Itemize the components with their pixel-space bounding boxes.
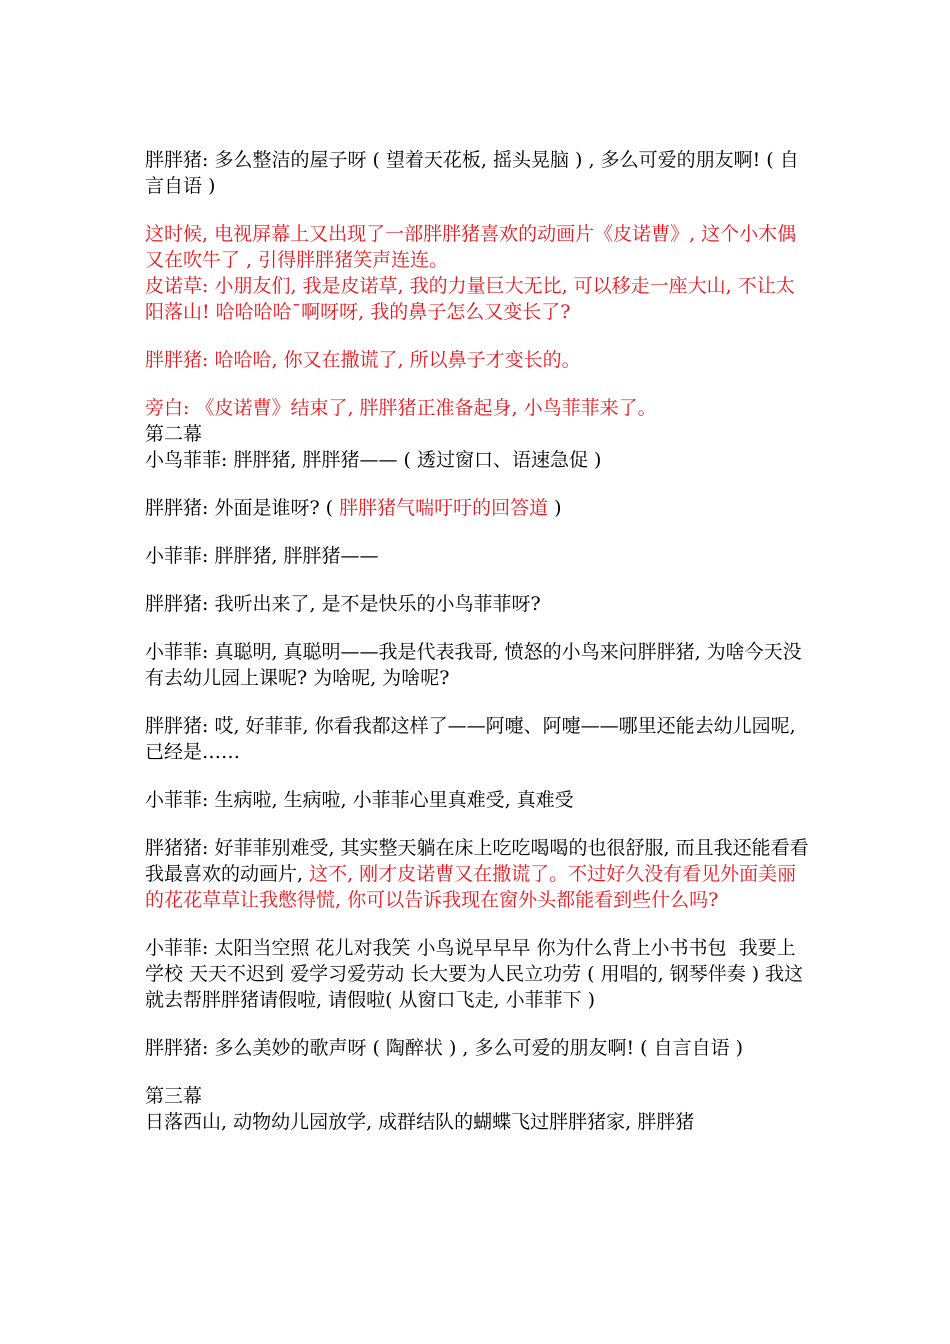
paragraph	[145, 713, 810, 765]
text-segment: 小菲菲: 太阳当空照 花儿对我笑 小鸟说早早早 你为什么背上小书书包 我要上学校 天天不迟到 爱学习爱劳动 长大要为人民立功劳 ( 用唱的, 钢琴伴奏 ) 我这就去帮胖胖猪请假啦, 请假啦( 从窗口飞走, 小菲菲下 )	[145, 937, 804, 1011]
paragraph	[145, 273, 810, 325]
paragraph	[145, 347, 810, 373]
text-segment: 小菲菲: 胖胖猪, 胖胖猪——	[145, 545, 379, 567]
paragraph	[145, 639, 810, 691]
paragraph	[145, 221, 810, 273]
paragraph	[145, 543, 810, 569]
red-text-segment: 胖胖猪: 哈哈哈, 你又在撒谎了, 所以鼻子才变长的。	[145, 349, 581, 371]
text-segment: )	[548, 497, 562, 519]
text-segment: 小菲菲: 真聪明, 真聪明——我是代表我哥, 愤怒的小鸟来问胖胖猪, 为啥今天没有去幼儿园上课呢? 为啥呢, 为啥呢?	[145, 641, 802, 689]
paragraph	[145, 591, 810, 617]
text-segment: 第二幕	[145, 423, 203, 445]
document-page	[145, 147, 810, 1135]
text-segment: 小鸟菲菲: 胖胖猪, 胖胖猪—— ( 透过窗口、语速急促 )	[145, 449, 602, 471]
text-segment: 胖猪猪: 好菲菲别难受, 其实整天躺在床上吃吃喝喝的也很舒服, 而且我还能看看我最喜欢的动画片,	[145, 837, 809, 885]
paragraph	[145, 495, 810, 521]
paragraph	[145, 447, 810, 473]
red-text-segment: 这不, 刚才皮诺曹又在撒谎了。不过好久没有看见外面美丽的花花草草让我憋得慌, 你可以告诉我现在窗外头都能看到些什么吗?	[145, 863, 797, 911]
text-segment: 小菲菲: 生病啦, 生病啦, 小菲菲心里真难受, 真难受	[145, 789, 574, 811]
paragraph	[145, 1035, 810, 1061]
paragraph	[145, 1083, 810, 1109]
red-text-segment: 胖胖猪气喘吁吁的回答道	[339, 497, 549, 519]
text-segment: 日落西山, 动物幼儿园放学, 成群结队的蝴蝶飞过胖胖猪家, 胖胖猪	[145, 1111, 695, 1133]
text-segment: 胖胖猪: 多么美妙的歌声呀 ( 陶醉状 ) , 多么可爱的朋友啊! ( 自言自语 )	[145, 1037, 744, 1059]
text-segment: 胖胖猪: 哎, 好菲菲, 你看我都这样了——阿嚏、阿嚏——哪里还能去幼儿园呢, 已经是……	[145, 715, 802, 763]
text-segment: 胖胖猪: 外面是谁呀? (	[145, 497, 340, 519]
red-text-segment: 旁白: 《皮诺曹》结束了, 胖胖猪正准备起身, 小鸟菲菲来了。	[145, 397, 657, 419]
paragraph	[145, 1109, 810, 1135]
text-segment: 第三幕	[145, 1085, 203, 1107]
red-text-segment: 皮诺草: 小朋友们, 我是皮诺草, 我的力量巨大无比, 可以移走一座大山, 不让太阳落山! 哈哈哈哈¯啊呀呀, 我的鼻子怎么又变长了?	[145, 275, 795, 323]
paragraph	[145, 395, 810, 421]
text-segment: 胖胖猪: 多么整洁的屋子呀 ( 望着天花板, 摇头晃脑 ) , 多么可爱的朋友啊! ( 自言自语 )	[145, 149, 799, 197]
paragraph	[145, 935, 810, 1013]
paragraph	[145, 147, 810, 199]
paragraph	[145, 421, 810, 447]
text-segment: 胖胖猪: 我听出来了, 是不是快乐的小鸟菲菲呀?	[145, 593, 541, 615]
red-text-segment: 这时候, 电视屏幕上又出现了一部胖胖猪喜欢的动画片《皮诺曹》, 这个小木偶又在吹牛了 , 引得胖胖猪笑声连连。	[145, 223, 797, 271]
paragraph	[145, 787, 810, 813]
paragraph	[145, 835, 810, 913]
